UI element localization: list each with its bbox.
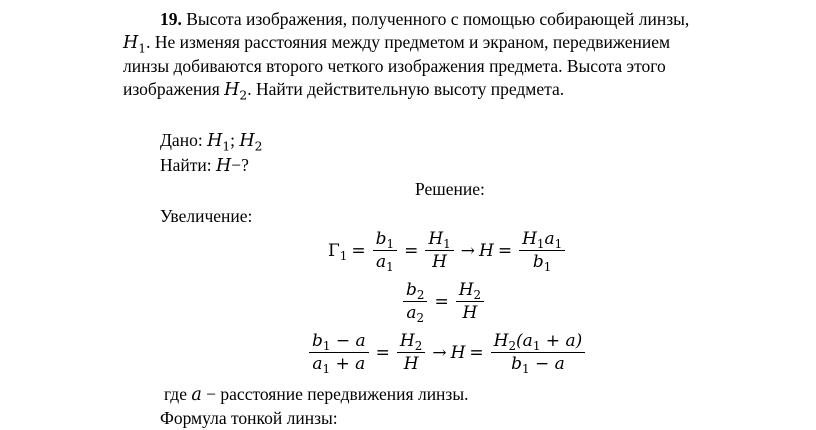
fraction-result: $\frac{H_2(a_1 + a)}{b_1 - a}$ [491, 330, 586, 375]
gamma-symbol: $\Gamma_1$ [328, 240, 348, 263]
fraction-b1-a1: $\frac{b_1}{a_1}$ [373, 228, 397, 273]
problem-text-line4-end: . Найти действительную высоту предмета. [247, 79, 565, 99]
given-label: Дано: [160, 130, 203, 150]
result-h: H [479, 240, 494, 261]
problem-statement [123, 8, 755, 102]
where-text: − расстояние передвижения линзы. [201, 384, 469, 404]
given-line [160, 129, 262, 152]
where-line [164, 383, 468, 406]
problem-text-line3: линзы добиваются второго четкого изображения предмета. Высота этого [123, 56, 666, 76]
fraction-h2-h: $\frac{H_2}{H}$ [456, 279, 484, 324]
equation-second-image [400, 279, 487, 324]
given-h2: $H_2$ [239, 131, 263, 154]
find-label: Найти: [160, 155, 212, 175]
given-separator: ; [230, 130, 235, 150]
equals-sign: = [434, 291, 449, 312]
fraction-h1-h: $\frac{H_1}{H}$ [425, 228, 453, 273]
arrow-symbol: → [460, 240, 475, 261]
equals-sign: = [375, 342, 390, 363]
solution-heading: Решение: [415, 179, 485, 199]
problem-text-line1: Высота изображения, полученного с помощью собирающей линзы, [186, 9, 690, 29]
given-h1: $H_1$ [207, 131, 231, 154]
symbol-h1: $H_1$ [123, 33, 147, 56]
find-line [160, 154, 249, 177]
fraction-h1a1-b1: $\frac{H_1a_1}{b_1}$ [519, 228, 565, 273]
equals-sign: = [469, 342, 484, 363]
result-h: H [450, 342, 466, 363]
problem-number: 19. [160, 9, 182, 29]
equation-magnification [328, 228, 568, 273]
equals-sign: = [351, 240, 366, 261]
arrow-symbol: → [432, 342, 447, 363]
equals-sign: = [497, 240, 513, 261]
magnification-label: Увеличение: [160, 206, 253, 226]
lens-formula-label: Формула тонкой линзы: [160, 408, 338, 428]
equals-sign: = [404, 240, 419, 261]
where-prefix: где [164, 384, 187, 404]
fraction-b1-minus-a: $\frac{b_1 - a}{a_1 + a}$ [309, 330, 369, 375]
problem-text-line4-start: изображения [123, 79, 220, 99]
find-value: H [216, 156, 232, 176]
problem-text-line2: . Не изменяя расстояния между предметом и экраном, передвижением [146, 32, 671, 52]
equation-shift [306, 330, 588, 375]
fraction-h2-h: $\frac{H_2}{H}$ [397, 330, 425, 375]
fraction-b2-a2: $\frac{b_2}{a_2}$ [403, 279, 427, 324]
symbol-h2: $H_2$ [224, 80, 248, 103]
find-suffix: −? [231, 155, 249, 175]
where-symbol: a [191, 385, 202, 405]
